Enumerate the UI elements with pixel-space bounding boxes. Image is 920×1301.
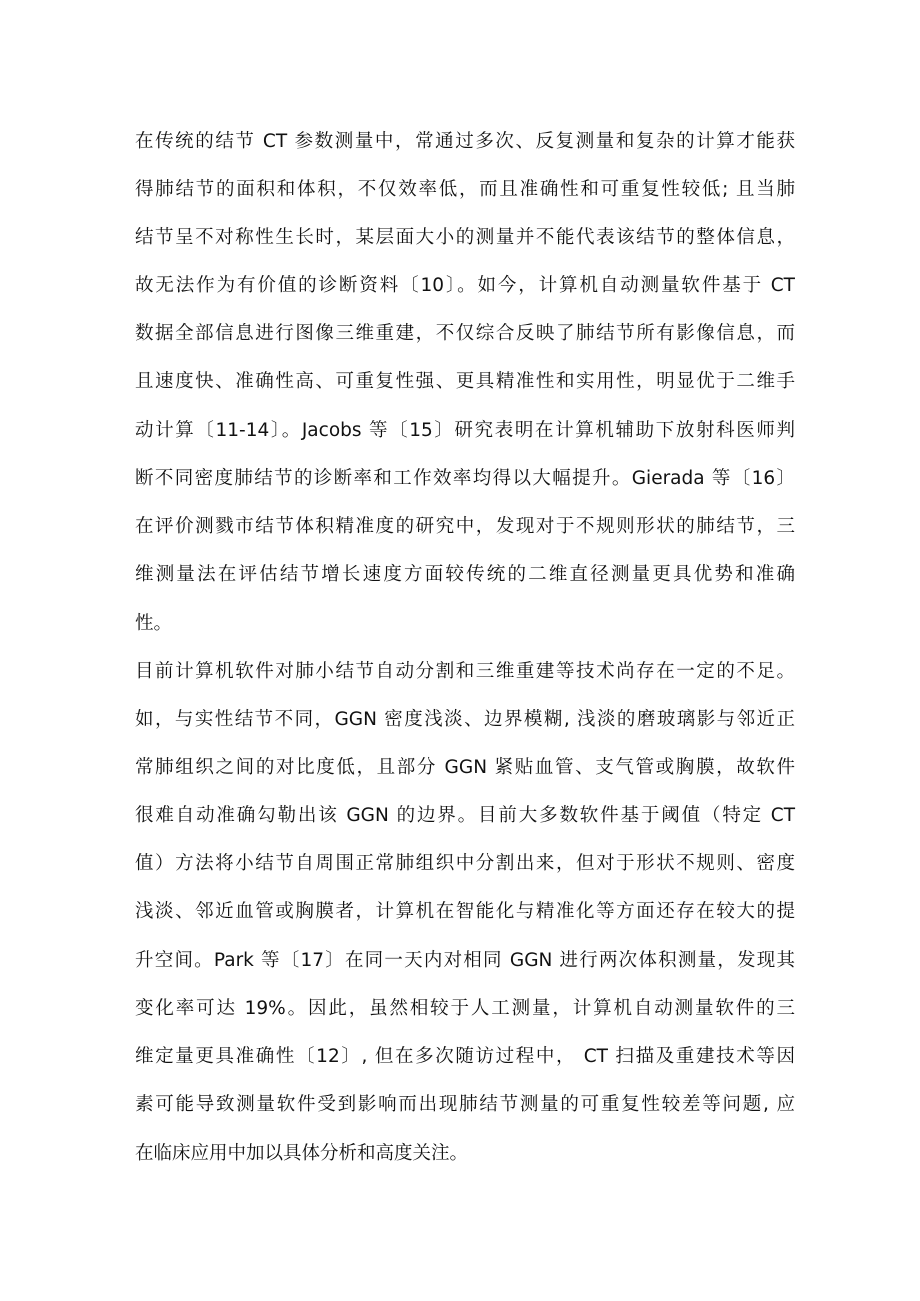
text-line: 数据全部信息进行图像三维重建，不仅综合反映了肺结节所有影像信息，而 bbox=[135, 323, 795, 344]
text-line: 得肺结节的面积和体积，不仅效率低，而且准确性和可重复性较低; 且当肺 bbox=[135, 179, 795, 200]
text-line: 变化率可达 19%。因此，虽然相较于人工测量，计算机自动测量软件的三 bbox=[135, 998, 795, 1019]
text-line: 且速度快、准确性高、可重复性强、更具精准性和实用性，明显优于二维手 bbox=[135, 371, 795, 392]
text-line: 故无法作为有价值的诊断资料〔10〕。如今，计算机自动测量软件基于 CT bbox=[135, 275, 795, 296]
text-line: 动计算〔11-14〕。Jacobs 等〔15〕研究表明在计算机辅助下放射科医师判 bbox=[135, 420, 795, 441]
text-line: 很难自动准确勾勒出该 GGN 的边界。目前大多数软件基于阈值（特定 CT bbox=[135, 805, 795, 826]
text-line: 维定量更具准确性〔12〕, 但在多次随访过程中， CT 扫描及重建技术等因 bbox=[135, 1046, 795, 1067]
text-line: 在传统的结节 CT 参数测量中，常通过多次、反复测量和复杂的计算才能获 bbox=[135, 131, 795, 152]
text-line: 浅淡、邻近血管或胸膜者，计算机在智能化与精准化等方面还存在较大的提 bbox=[135, 901, 795, 922]
text-line: 性。 bbox=[135, 613, 173, 634]
text-line: 在评价测戮市结节体积精准度的研究中，发现对于不规则形状的肺结节，三 bbox=[135, 516, 795, 537]
text-line: 在临床应用中加以具体分析和高度关注。 bbox=[135, 1143, 469, 1164]
text-line: 维测量法在评估结节增长速度方面较传统的二维直径测量更具优势和准确 bbox=[135, 564, 795, 585]
text-line: 结节呈不对称性生长时，某层面大小的测量并不能代表该结节的整体信息， bbox=[135, 227, 795, 248]
text-line: 常肺组织之间的对比度低，且部分 GGN 紧贴血管、支气管或胸膜，故软件 bbox=[135, 757, 795, 778]
text-line: 目前计算机软件对肺小结节自动分割和三维重建等技术尚存在一定的不足。 bbox=[135, 661, 795, 682]
text-line: 值）方法将小结节自周围正常肺组织中分割出来，但对于形状不规则、密度 bbox=[135, 853, 795, 874]
text-line: 如，与实性结节不同，GGN 密度浅淡、边界模糊, 浅淡的磨玻璃影与邻近正 bbox=[135, 709, 795, 730]
text-line: 素可能导致测量软件受到影响而出现肺结节测量的可重复性较差等问题, 应 bbox=[135, 1094, 795, 1115]
text-line: 断不同密度肺结节的诊断率和工作效率均得以大幅提升。Gierada 等〔16〕 bbox=[135, 468, 795, 489]
text-line: 升空间。Park 等〔17〕在同一天内对相同 GGN 进行两次体积测量，发现其 bbox=[135, 950, 795, 971]
